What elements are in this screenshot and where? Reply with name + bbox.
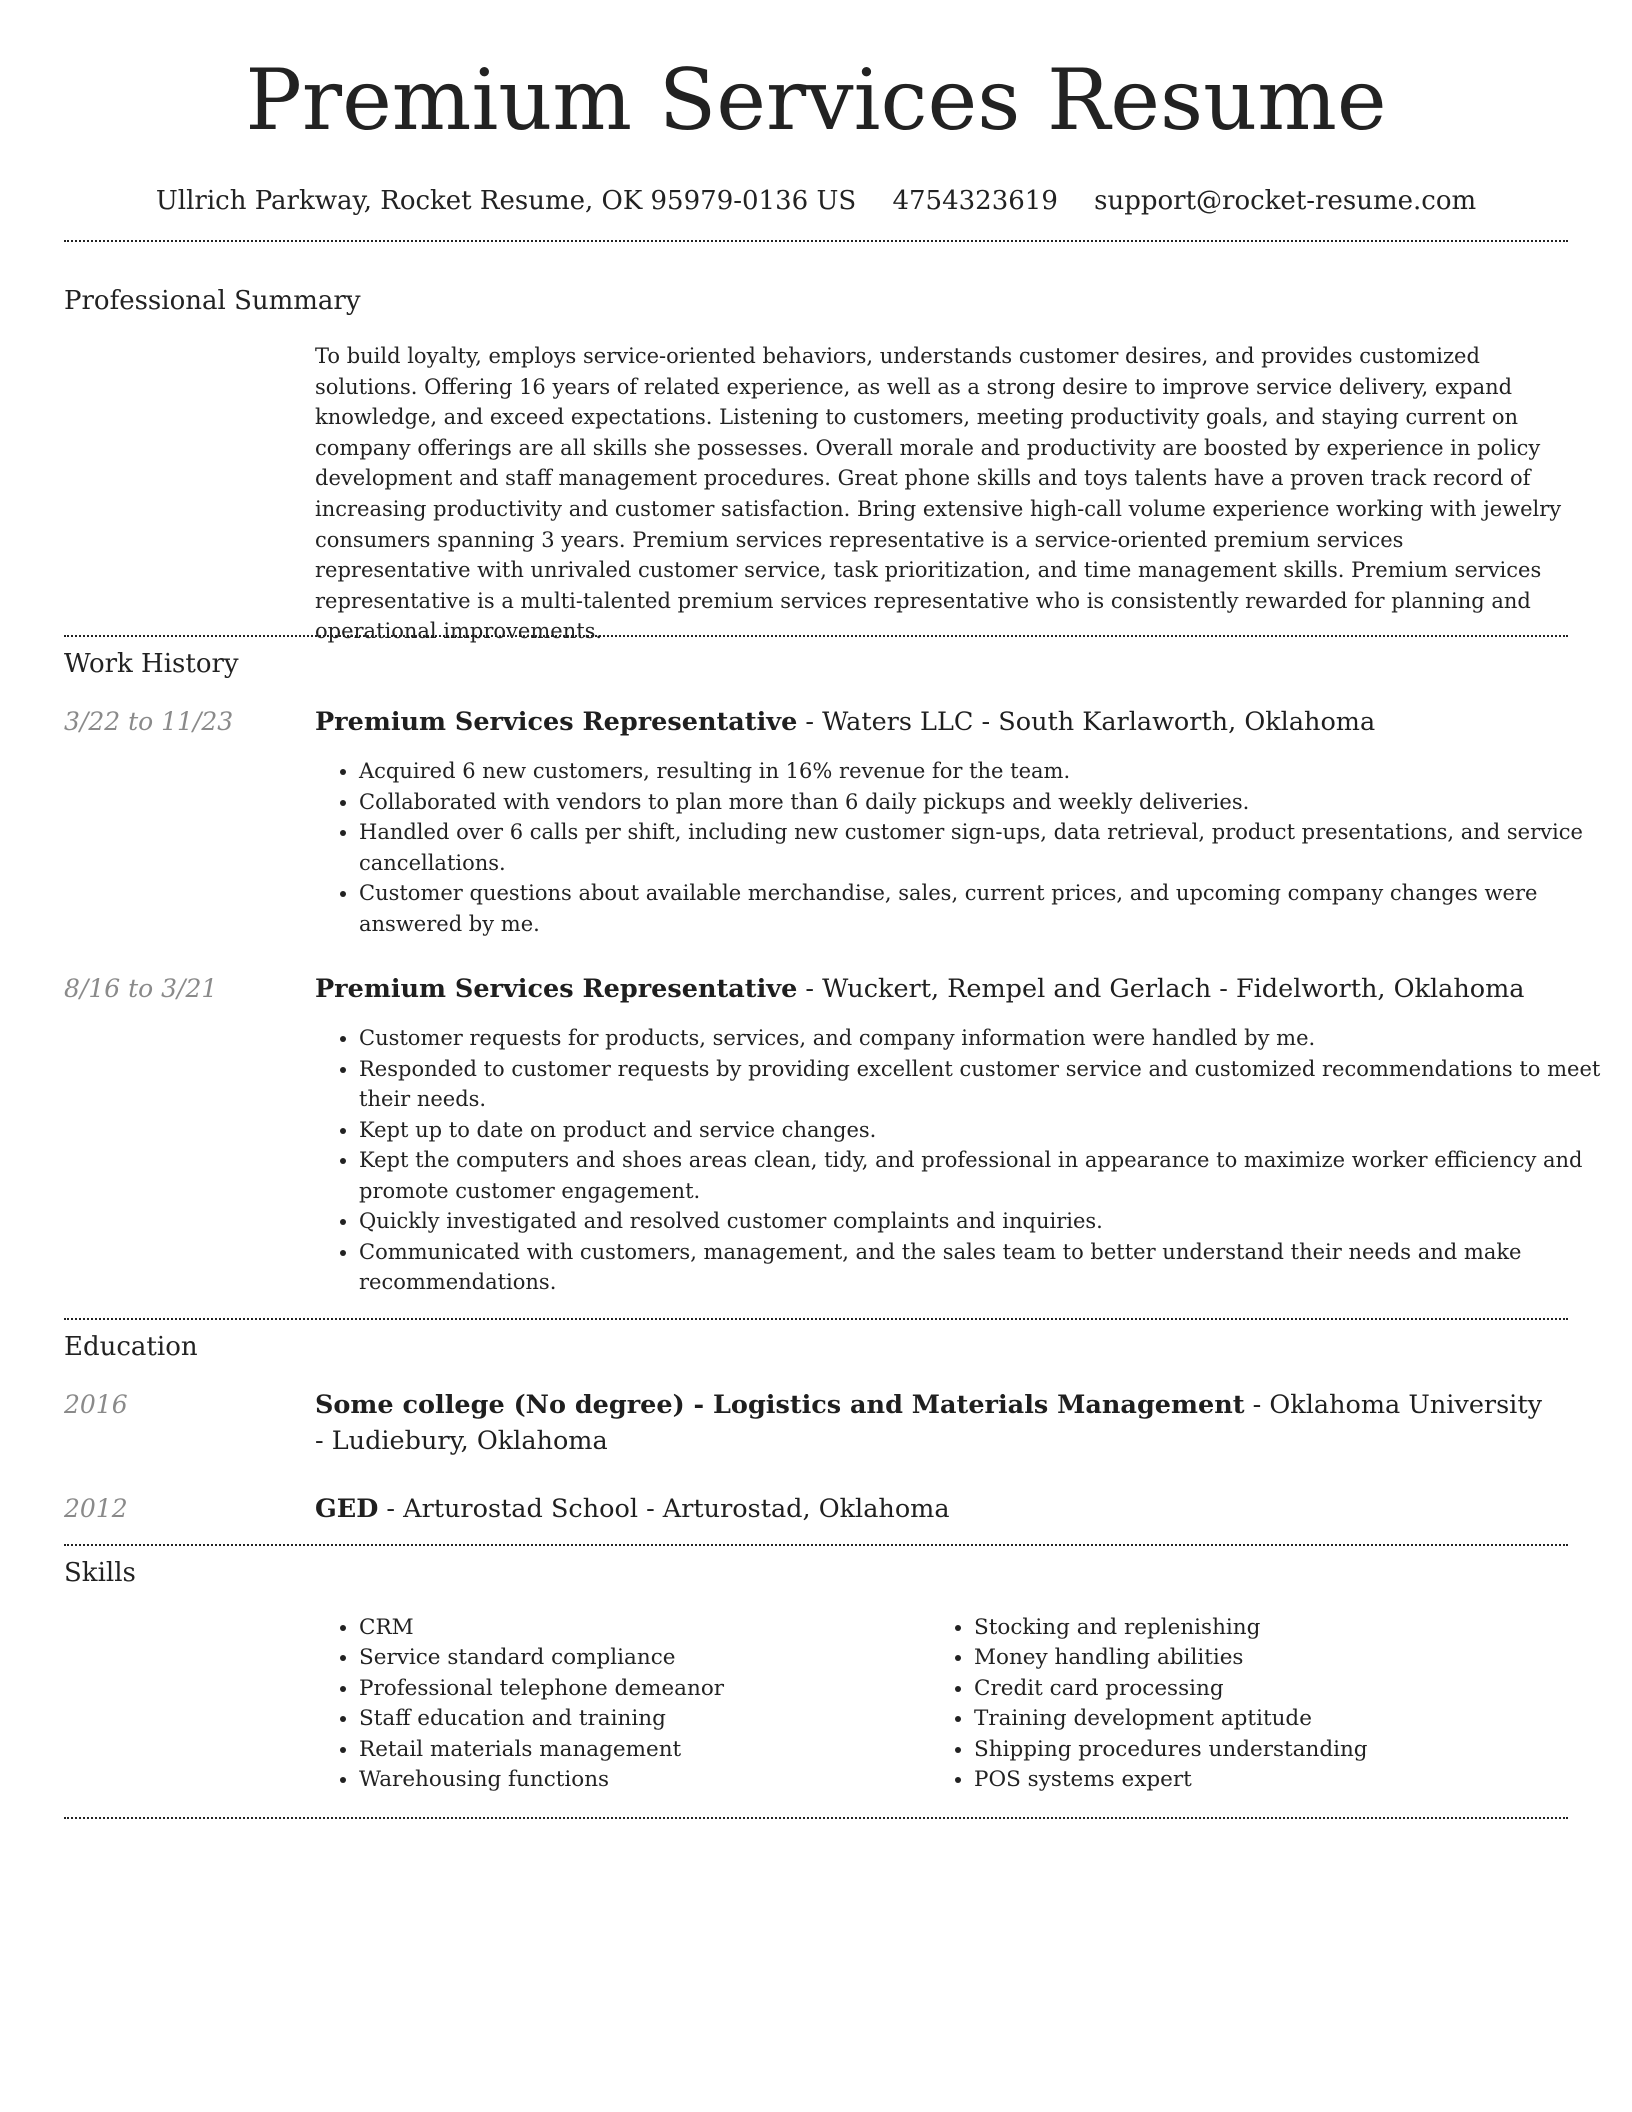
job-bullets: [315, 1023, 1609, 1298]
section-divider: [64, 1544, 1568, 1546]
skill-item: • Staff education and training: [359, 1704, 919, 1734]
list-item: • Acquired 6 new customers, resulting in 16% revenue for the team.: [359, 756, 1609, 787]
skill-item: • Money handling abilities: [974, 1643, 1574, 1673]
list-item: • Responded to customer requests by providing excellent customer service and customized recommendations to meet their needs.: [359, 1054, 1609, 1115]
skills-list-right: [930, 1613, 1574, 1795]
skill-item: • CRM: [359, 1613, 919, 1643]
skill-item: • Credit card processing: [974, 1674, 1574, 1704]
summary-text: To build loyalty, employs service-oriented behaviors, understands customer desires, and provides customized solutions. Offering 16 years of related experience, as well as a strong desire to improve service delivery, expand knowledge, and exceed expectations. Listening to customers, meeting productivity goals, and staying current on company offerings are all skills she possesses. Overall morale and productivity are boosted by experience in policy development and staff management procedures. Great phone skills and toys talents have a proven track record of increasing productivity and customer satisfaction. Bring extensive high-call volume experience working with jewelry consumers spanning 3 years. Premium services representative is a service-oriented premium services representative with unrivaled customer service, task prioritization, and time management skills. Premium services representative is a multi-talented premium services representative who is consistently rewarded for planning and operational improvements.: [315, 344, 1562, 644]
job-dates: 3/22 to 11/23: [64, 707, 234, 736]
job-position: Premium Services Representative: [315, 707, 798, 737]
contact-email: support@rocket-resume.com: [1094, 186, 1477, 216]
list-item: • Customer questions about available merchandise, sales, current prices, and upcoming company changes were answered by me.: [359, 878, 1609, 939]
job-bullets: [315, 756, 1609, 939]
education-school: - Arturostad School - Arturostad, Oklahoma: [378, 1494, 950, 1524]
job-title: [315, 704, 1565, 740]
contact-address: Ullrich Parkway, Rocket Resume, OK 95979-0136 US: [155, 186, 857, 216]
education-degree: GED: [315, 1494, 379, 1524]
contact-phone: 4754323619: [892, 186, 1058, 216]
education-year: 2012: [64, 1494, 128, 1523]
list-item: • Quickly investigated and resolved customer complaints and inquiries.: [359, 1206, 1609, 1237]
resume-header: [0, 0, 1632, 218]
skill-item: • Warehousing functions: [359, 1765, 919, 1795]
education-entry: [315, 1491, 1565, 1527]
education-year: 2016: [64, 1390, 128, 1419]
list-item: • Collaborated with vendors to plan more than 6 daily pickups and weekly deliveries.: [359, 787, 1609, 818]
job-employer: - Wuckert, Rempel and Gerlach - Fidelworth, Oklahoma: [797, 974, 1525, 1004]
education-school: - Oklahoma University - Ludiebury, Oklahoma: [315, 1390, 1542, 1456]
skill-item: • Professional telephone demeanor: [359, 1674, 919, 1704]
job-position: Premium Services Representative: [315, 974, 798, 1004]
summary-heading: Professional Summary: [64, 286, 361, 316]
list-item: • Kept up to date on product and service changes.: [359, 1115, 1609, 1146]
skill-item: • Training development aptitude: [974, 1704, 1574, 1734]
skill-item: • POS systems expert: [974, 1765, 1574, 1795]
education-degree: Some college (No degree) - Logistics and Materials Management: [315, 1390, 1245, 1420]
section-divider: [64, 635, 1568, 637]
work-history-heading: Work History: [64, 649, 239, 679]
job-employer: - Waters LLC - South Karlaworth, Oklahoma: [797, 707, 1376, 737]
list-item: • Handled over 6 calls per shift, including new customer sign-ups, data retrieval, product presentations, and service cancellations.: [359, 817, 1609, 878]
skill-item: • Shipping procedures understanding: [974, 1735, 1574, 1765]
list-item: • Customer requests for products, services, and company information were handled by me.: [359, 1023, 1609, 1054]
section-divider: [64, 1318, 1568, 1320]
skill-item: • Service standard compliance: [359, 1643, 919, 1673]
resume-name: Premium Services Resume: [245, 51, 1387, 149]
section-divider: [64, 240, 1568, 242]
education-entry: [315, 1387, 1545, 1459]
job-title: [315, 971, 1565, 1007]
skills-heading: Skills: [64, 1558, 136, 1588]
skills-list-left: [315, 1613, 919, 1795]
skill-item: • Stocking and replenishing: [974, 1613, 1574, 1643]
list-item: • Kept the computers and shoes areas clean, tidy, and professional in appearance to maximize worker efficiency and promote customer engagement.: [359, 1145, 1609, 1206]
contact-line: [0, 184, 1632, 218]
skill-item: • Retail materials management: [359, 1735, 919, 1765]
job-dates: 8/16 to 3/21: [64, 974, 218, 1003]
list-item: • Communicated with customers, management, and the sales team to better understand their needs and make recommendations.: [359, 1237, 1609, 1298]
education-heading: Education: [64, 1332, 198, 1362]
section-divider: [64, 1817, 1568, 1819]
